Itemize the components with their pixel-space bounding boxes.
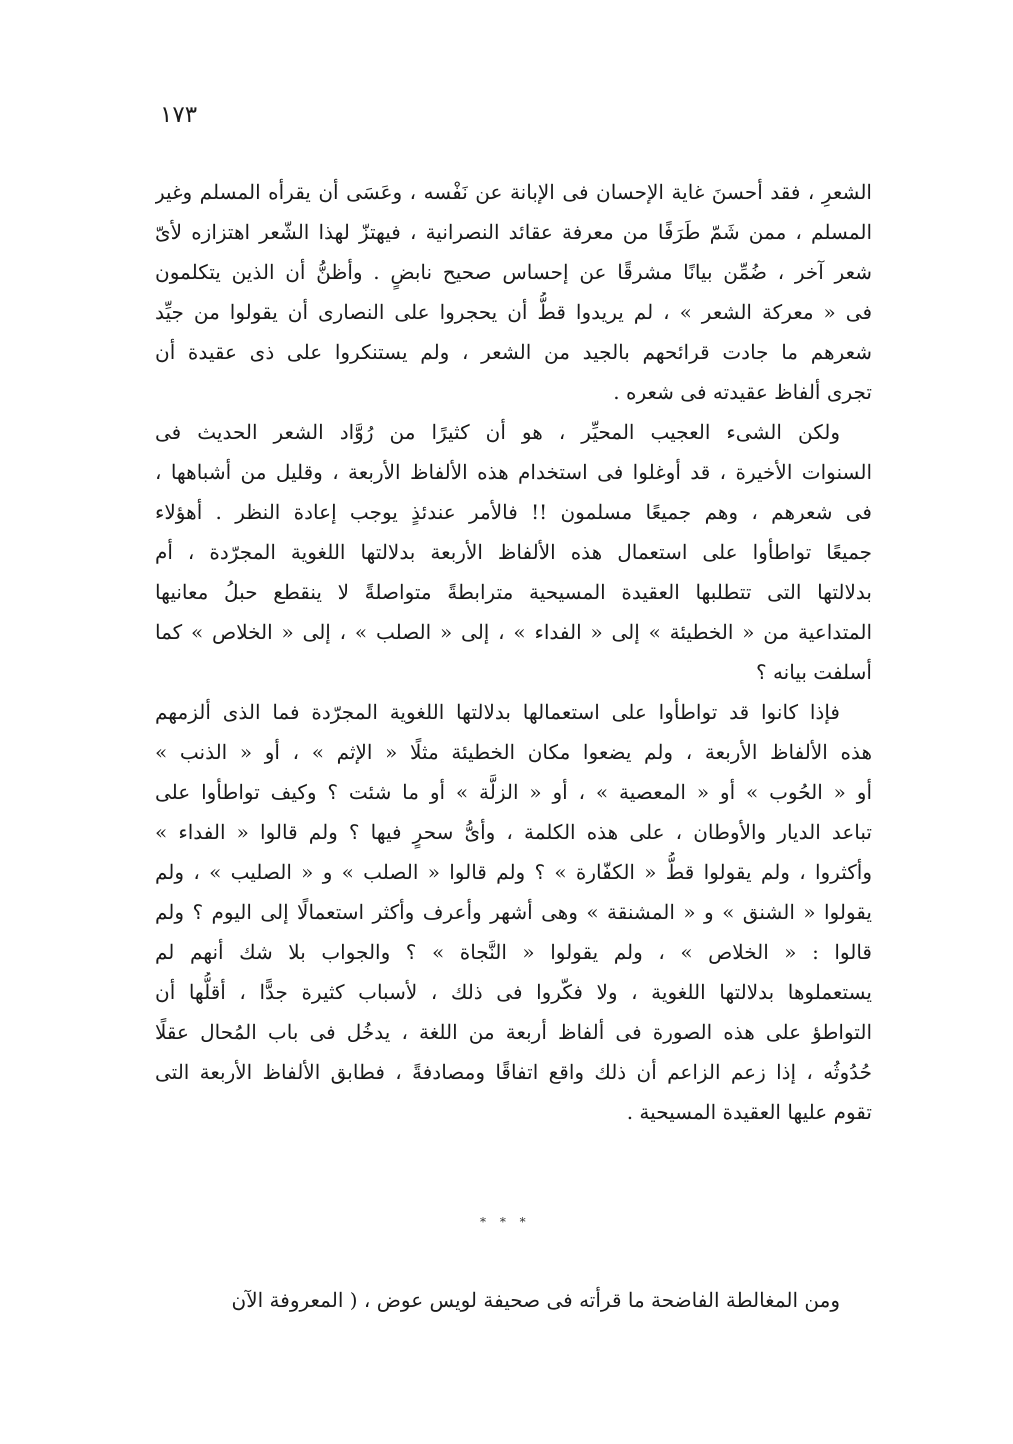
text-line: هذه الألفاظ الأربعة ، ولم يضعوا مكان الخطيئة مثلًا « الإثم » ، أو « الذنب » bbox=[155, 740, 872, 764]
text-line: أو « الحُوب » أو « المعصية » ، أو « الزلَّة » أو ما شئت ؟ وكيف تواطأوا على bbox=[155, 780, 872, 804]
text-line: المتداعية من « الخطيئة » إلى « الفداء » ، إلى « الصلب » ، إلى « الخلاص » كما bbox=[155, 620, 872, 644]
section-separator: * * * bbox=[480, 1215, 531, 1229]
text-line: حُدُوثُه ، إذا زعم الزاعم أن ذلك واقع اتفاقًا ومصادفةً ، فطابق الألفاظ الأربعة التى bbox=[155, 1060, 872, 1084]
text-line: وأكثروا ، ولم يقولوا قطُّ « الكفّارة » ؟ ولم قالوا « الصلب » و « الصليب » ، ولم bbox=[155, 860, 872, 884]
text-line: شعر آخر ، ضُمِّن بيانًا مشرقًا عن إحساس صحيح نابضٍ . وأظنُّ أن الذين يتكلمون bbox=[155, 260, 872, 284]
text-line: جميعًا تواطأوا على استعمال هذه الألفاظ الأربعة بدلالتها اللغوية المجرّدة ، أم bbox=[155, 540, 872, 564]
main-text bbox=[155, 172, 872, 1132]
text-line: يستعملوها بدلالتها اللغوية ، ولا فكّروا فى ذلك ، لأسباب كثيرة جدًّا ، أقلُّها أن bbox=[155, 980, 872, 1004]
text-line: التواطؤ على هذه الصورة فى ألفاظ أربعة من اللغة ، يدخُل فى باب المُحال عقلًا bbox=[155, 1020, 872, 1044]
text-line: قالوا : « الخلاص » ، ولم يقولوا « النَّجاة » ؟ والجواب بلا شك أنهم لم bbox=[155, 940, 872, 964]
text-line: تقوم عليها العقيدة المسيحية . bbox=[626, 1100, 872, 1124]
text-line: يقولوا « الشنق » و « المشنقة » وهى أشهر وأعرف وأكثر استعمالًا إلى اليوم ؟ ولم bbox=[155, 900, 872, 924]
text-line: أسلفت بيانه ؟ bbox=[755, 660, 872, 684]
text-line: فإذا كانوا قد تواطأوا على استعمالها بدلالتها اللغوية المجرّدة فما الذى ألزمهم bbox=[155, 700, 840, 724]
text-line: المسلم ، ممن شَمّ طَرَفًا من معرفة عقائد النصرانية ، فيهتزّ لهذا الشّعر اهتزازه لأىّ bbox=[155, 220, 872, 244]
continuation-text bbox=[155, 1280, 872, 1320]
text-line: ومن المغالطة الفاضحة ما قرأته فى صحيفة لويس عوض ، ( المعروفة الآن bbox=[231, 1288, 840, 1312]
text-line: تجرى ألفاظ عقيدته فى شعره . bbox=[613, 380, 872, 404]
text-line: شعرهم ما جادت قرائحهم بالجيد من الشعر ، ولم يستنكروا على ذى عقيدة أن bbox=[155, 340, 872, 364]
text-line: السنوات الأخيرة ، قد أوغلوا فى استخدام هذه الألفاظ الأربعة ، وقليل من أشباهها ، bbox=[155, 460, 872, 484]
text-line: ولكن الشىء العجيب المحيِّر ، هو أن كثيرًا من رُوَّاد الشعر الحديث فى bbox=[155, 420, 840, 444]
text-line: بدلالتها التى تتطلبها العقيدة المسيحية مترابطةً متواصلةً لا ينقطع حبلُ معانيها bbox=[155, 580, 872, 604]
text-line: فى شعرهم ، وهم جميعًا مسلمون !! فالأمر عندئذٍ يوجب إعادة النظر . أهؤلاء bbox=[155, 500, 872, 524]
text-line: الشعرِ ، فقد أحسنَ غاية الإحسان فى الإبانة عن نَفْسه ، وعَسَى أن يقرأه المسلم وغير bbox=[155, 180, 872, 204]
text-line: فى « معركة الشعر » ، لم يريدوا قطُّ أن يحجروا على النصارى أن يقولوا من جيِّد bbox=[155, 300, 872, 324]
text-line: تباعد الديار والأوطان ، على هذه الكلمة ، وأىُّ سحرٍ فيها ؟ ولم قالوا « الفداء » bbox=[155, 820, 872, 844]
page-number: ١٧٣ bbox=[160, 102, 198, 128]
